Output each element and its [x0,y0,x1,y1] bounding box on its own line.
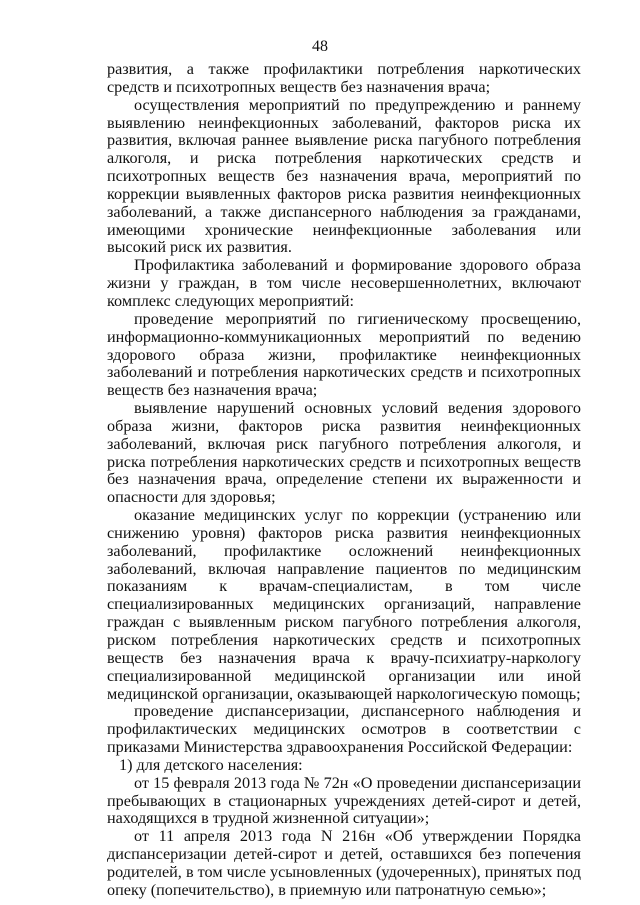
paragraph-order-216n: от 11 апреля 2013 года N 216н «Об утверждении Порядка диспансеризации детей-сирот и детей, оставшихся без попечения родителей, в том числе усыновленных (удочеренных), принятых под опеку (попечительство), в приемную или патронатную семью»; [107,827,581,899]
paragraph-early-detection: осуществления мероприятий по предупреждению и раннему выявлению неинфекционных заболеваний, факторов риска их развития, включая раннее выявление риска пагубного потребления алкоголя, и риска потребления наркотических средств и психотропных веществ без назначения врача, мероприятий по коррекции выявленных факторов риска развития неинфекционных заболеваний, а также диспансерного наблюдения за гражданами, имеющими хронические неинфекционные заболевания или высокий риск их развития. [107,95,581,257]
list-heading-children: 1) для детского населения: [119,755,303,774]
paragraph-hygiene-education: проведение мероприятий по гигиеническому просвещению, информационно-коммуникационных мероприятий по ведению здорового образа жизни, профилактике неинфекционных заболеваний и потребления наркотических средств и психотропных веществ без назначения врача; [107,309,581,400]
paragraph-continuation: развития, а также профилактики потребления наркотических средств и психотропных веществ без назначения врача; [107,60,581,96]
paragraph-medical-services: оказание медицинских услуг по коррекции (устранению или снижению уровня) факторов риска развития неинфекционных заболеваний, профилактике осложнений неинфекционных заболеваний, включая направление пациентов по медицинским показаниям к врачам-специалистам, в том числе специализированных медицинских организаций, направление граждан с выявленным риском пагубного потребления алкоголя, риском потребления наркотических средств и психотропных веществ без назначения врача к врачу-психиатру-наркологу специализированной медицинской организации или иной медицинской организации, оказывающей наркологическую помощь; [107,506,581,703]
paragraph-prevention-intro: Профилактика заболеваний и формирование здорового образа жизни у граждан, в том числе несовершеннолетних, включают комплекс следующих мероприятий: [107,256,581,310]
paragraph-dispensarization: проведение диспансеризации, диспансерного наблюдения и профилактических медицинских осмотров в соответствии с приказами Министерства здравоохранения Российской Федерации: [107,702,581,757]
paragraph-risk-detection: выявление нарушений основных условий ведения здорового образа жизни, факторов риска развития неинфекционных заболеваний, включая риск пагубного потребления алкоголя, и риска потребления наркотических средств и психотропных веществ без назначения врача, определение степени их выраженности и опасности для здоровья; [107,399,581,507]
body-text [107,61,581,900]
paragraph-order-72n: от 15 февраля 2013 года № 72н «О проведении диспансеризации пребывающих в стационарных учреждениях детей-сирот и детей, находящихся в трудной жизненной ситуации»; [107,773,581,828]
page-number: 48 [312,38,328,55]
